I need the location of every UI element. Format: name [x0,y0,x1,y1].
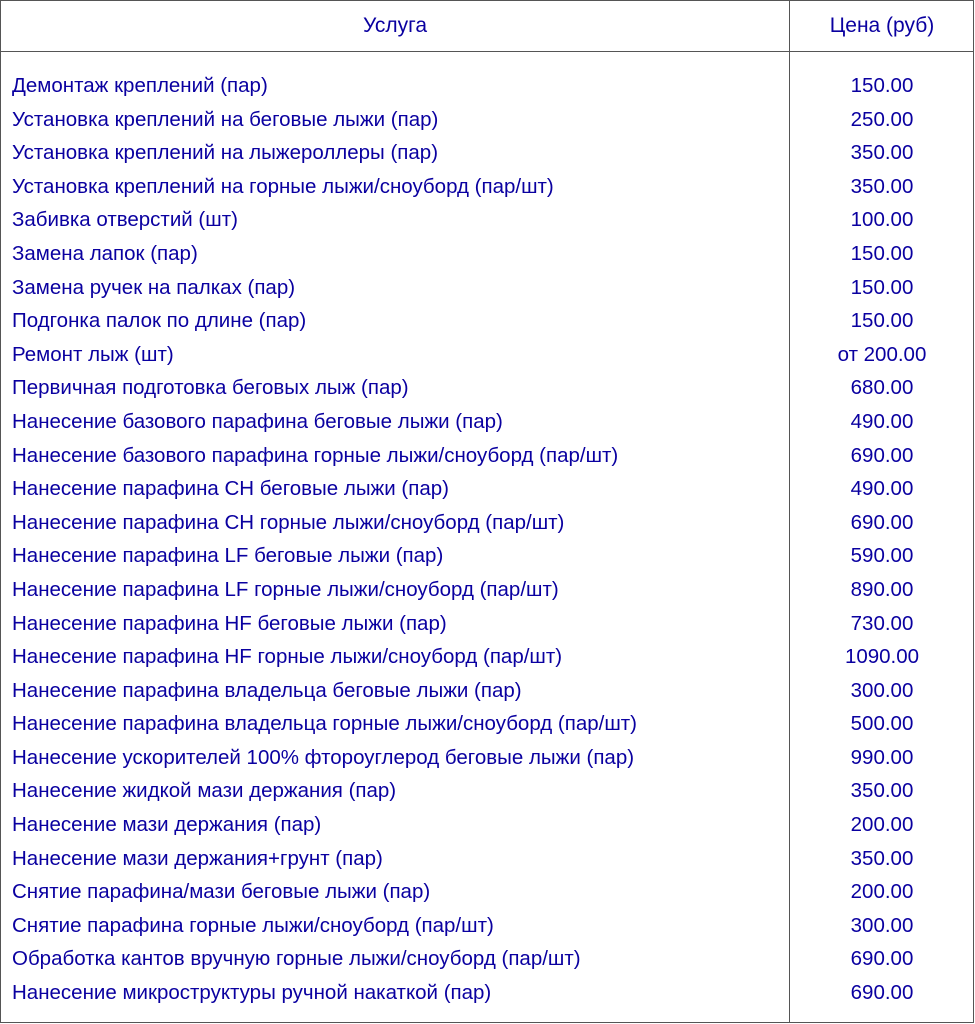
service-price: 200.00 [850,813,914,837]
service-name: Замена лапок (пар) [12,241,198,265]
service-price: от 200.00 [837,342,927,366]
service-price: 300.00 [850,678,914,702]
service-price: 300.00 [850,913,914,937]
table-body [1,69,975,1010]
service-name: Нанесение парафина владельца горные лыжи/сноуборд (пар/шт) [12,712,638,736]
table-row [1,976,975,1010]
service-name: Нанесение микроструктуры ручной накаткой (пар) [12,981,492,1005]
service-name: Нанесение ускорителей 100% фтороуглерод беговые лыжи (пар) [12,745,635,769]
service-price: 150.00 [850,74,914,97]
service-name: Нанесение мази держания (пар) [12,813,322,837]
table-row [1,842,975,876]
service-price: 150.00 [850,309,914,333]
column-header-price: Цена (руб) [829,14,935,37]
service-price: 490.00 [850,409,914,433]
service-name: Нанесение жидкой мази держания (пар) [12,779,397,803]
table-row [1,271,975,305]
table-row [1,808,975,842]
service-name: Нанесение базового парафина беговые лыжи (пар) [12,409,503,433]
service-name: Установка креплений на горные лыжи/сноуборд (пар/шт) [12,174,554,198]
service-name: Обработка кантов вручную горные лыжи/сноуборд (пар/шт) [12,947,581,971]
table-row [1,371,975,405]
service-name: Нанесение парафина LF беговые лыжи (пар) [12,544,444,568]
service-price: 690.00 [850,981,914,1005]
service-price: 150.00 [850,275,914,299]
table-row [1,607,975,641]
service-name: Нанесение парафина HF беговые лыжи (пар) [12,611,447,635]
table-row [1,304,975,338]
service-price: 690.00 [850,443,914,467]
service-name: Демонтаж креплений (пар) [12,74,268,97]
service-name: Замена ручек на палках (пар) [12,275,296,299]
service-name: Нанесение парафина HF горные лыжи/сноуборд (пар/шт) [12,645,563,669]
service-name: Забивка отверстий (шт) [12,208,238,232]
service-price: 680.00 [850,376,914,400]
service-name: Нанесение парафина владельца беговые лыжи (пар) [12,678,522,702]
service-price: 200.00 [850,880,914,904]
table-row [1,203,975,237]
table-row [1,472,975,506]
table-row [1,338,975,372]
table-row [1,69,975,103]
column-header-service: Услуга [362,14,428,37]
table-row [1,640,975,674]
service-price: 690.00 [850,510,914,534]
service-price: 730.00 [850,611,914,635]
service-price: 1090.00 [844,645,920,669]
service-price: 350.00 [850,141,914,165]
table-row [1,875,975,909]
service-name: Первичная подготовка беговых лыж (пар) [12,376,409,400]
service-price: 890.00 [850,577,914,601]
table-row [1,539,975,573]
service-name: Нанесение парафина СН беговые лыжи (пар) [12,477,449,501]
table-row [1,506,975,540]
service-name: Ремонт лыж (шт) [12,342,174,366]
service-price: 490.00 [850,477,914,501]
table-row [1,909,975,943]
table-row [1,170,975,204]
service-name: Установка креплений на лыжероллеры (пар) [12,141,439,165]
service-name: Нанесение мази держания+грунт (пар) [12,846,383,870]
service-name: Снятие парафина горные лыжи/сноуборд (пар/шт) [12,913,494,937]
table-row [1,674,975,708]
service-price: 350.00 [850,779,914,803]
table-row [1,439,975,473]
service-name: Нанесение парафина LF горные лыжи/сноуборд (пар/шт) [12,577,559,601]
table-row [1,774,975,808]
service-price: 350.00 [850,846,914,870]
service-name: Снятие парафина/мази беговые лыжи (пар) [12,880,431,904]
table-row [1,237,975,271]
table-row [1,707,975,741]
table-row [1,405,975,439]
service-name: Установка креплений на беговые лыжи (пар) [12,107,439,131]
service-price: 690.00 [850,947,914,971]
service-price: 990.00 [850,745,914,769]
service-price: 590.00 [850,544,914,568]
table-row [1,573,975,607]
table-row [1,136,975,170]
table-row [1,942,975,976]
service-price: 350.00 [850,174,914,198]
service-price: 250.00 [850,107,914,131]
service-price: 150.00 [850,241,914,265]
service-price: 100.00 [850,208,914,232]
service-price: 500.00 [850,712,914,736]
table-row [1,103,975,137]
service-name: Нанесение парафина СН горные лыжи/сноуборд (пар/шт) [12,510,565,534]
table-row [1,741,975,775]
header-divider [1,51,973,52]
service-name: Нанесение базового парафина горные лыжи/сноуборд (пар/шт) [12,443,619,467]
service-name: Подгонка палок по длине (пар) [12,309,307,333]
